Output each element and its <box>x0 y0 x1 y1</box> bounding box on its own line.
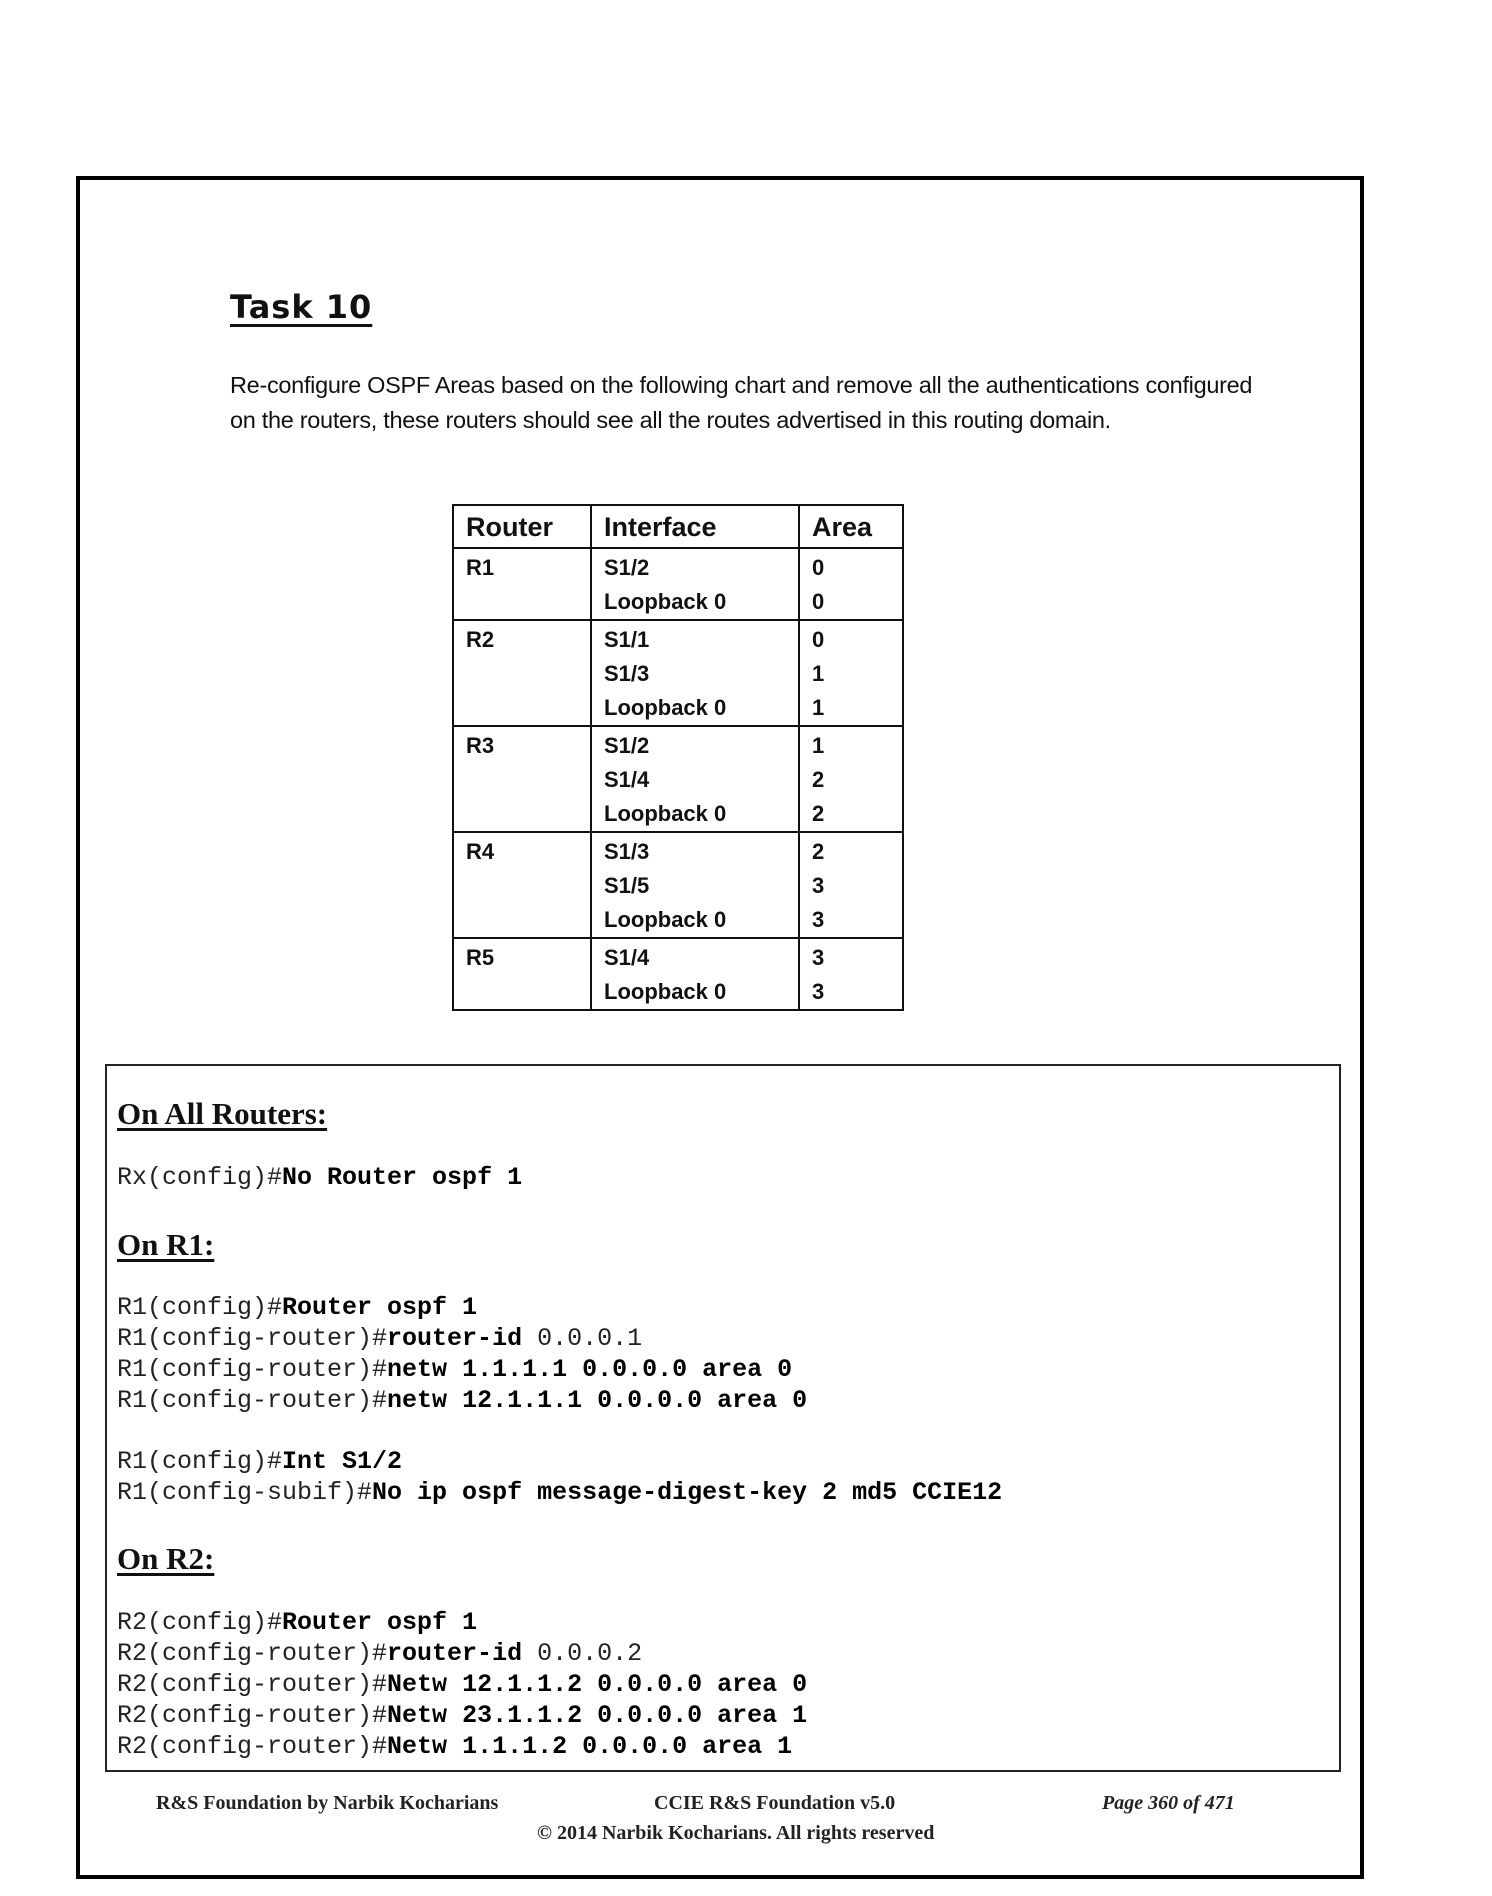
section-heading-r2: On R2: <box>117 1541 215 1576</box>
cli-argument: 12.1.1.2 0.0.0.0 area 0 <box>447 1670 808 1699</box>
area-cell: 3 <box>812 979 825 1004</box>
table-row-r2 <box>453 620 903 726</box>
task-title: Task 10 <box>230 288 373 326</box>
section-heading-r1: On R1: <box>117 1227 215 1262</box>
footer-author: R&S Foundation by Narbik Kocharians <box>156 1792 499 1814</box>
column-header-interface: Interface <box>591 505 799 548</box>
cli-command: Netw <box>387 1732 448 1761</box>
cli-command: Int S1/2 <box>282 1447 403 1476</box>
table-header-row <box>453 505 903 548</box>
cli-prompt: R2(config)# <box>117 1608 283 1637</box>
cli-command: Netw <box>387 1670 448 1699</box>
code-line <box>117 1447 402 1476</box>
code-line <box>117 1293 477 1322</box>
cli-prompt: R1(config-subif)# <box>117 1478 373 1507</box>
page-number: Page 360 of 471 <box>1102 1792 1235 1814</box>
task-description: Re-configure OSPF Areas based on the following chart and remove all the authentications configured on the routers, these routers should see all the routes advertised in this routing domain. <box>230 372 1253 433</box>
router-cell: R1 <box>466 555 495 580</box>
cli-command: Router ospf 1 <box>282 1608 478 1637</box>
cli-argument: 1.1.1.1 0.0.0.0 area 0 <box>447 1355 793 1384</box>
cli-prompt: R2(config-router)# <box>117 1732 388 1761</box>
area-cell: 2 <box>812 767 825 792</box>
ospf-area-table <box>452 504 904 1011</box>
cli-command: No ip ospf message-digest-key 2 md5 CCIE12 <box>372 1478 1003 1507</box>
cli-argument: 23.1.1.2 0.0.0.0 area 1 <box>447 1701 808 1730</box>
area-cell: 1 <box>812 733 825 758</box>
area-cell: 3 <box>812 945 825 970</box>
code-line <box>117 1670 807 1699</box>
cli-command: netw <box>387 1386 448 1415</box>
router-cell: R2 <box>466 627 495 652</box>
cli-prompt: R1(config-router)# <box>117 1355 388 1384</box>
cli-command: router-id <box>387 1639 523 1668</box>
cli-command: netw <box>387 1355 448 1384</box>
column-header-router: Router <box>453 505 591 548</box>
code-line <box>117 1732 792 1761</box>
interface-cell: Loopback 0 <box>604 979 727 1004</box>
code-line <box>117 1701 807 1730</box>
area-cell: 0 <box>812 555 825 580</box>
cli-prompt: R2(config-router)# <box>117 1701 388 1730</box>
column-header-area: Area <box>799 505 903 548</box>
area-cell: 0 <box>812 589 825 614</box>
area-cell: 1 <box>812 695 825 720</box>
section-heading-all-routers: On All Routers: <box>117 1096 328 1131</box>
cli-command: Netw <box>387 1701 448 1730</box>
router-cell: R4 <box>466 839 495 864</box>
cli-argument: 12.1.1.1 0.0.0.0 area 0 <box>447 1386 808 1415</box>
table-row-r3 <box>453 726 903 832</box>
cli-command: Router ospf 1 <box>282 1293 478 1322</box>
interface-cell: S1/5 <box>604 873 650 898</box>
code-line <box>117 1386 807 1415</box>
area-cell: 2 <box>812 839 825 864</box>
interface-cell: S1/1 <box>604 627 650 652</box>
interface-cell: S1/4 <box>604 767 650 792</box>
cli-prompt: R1(config)# <box>117 1447 283 1476</box>
area-cell: 1 <box>812 661 825 686</box>
footer-book-title: CCIE R&S Foundation v5.0 <box>654 1792 896 1814</box>
area-cell: 3 <box>812 907 825 932</box>
table-row-r4 <box>453 832 903 938</box>
router-cell: R5 <box>466 945 495 970</box>
table-row-r1 <box>453 548 903 620</box>
interface-cell: S1/3 <box>604 661 650 686</box>
cli-argument: 0.0.0.1 <box>522 1324 643 1353</box>
cli-prompt: R1(config)# <box>117 1293 283 1322</box>
interface-cell: Loopback 0 <box>604 695 727 720</box>
code-line <box>117 1608 477 1637</box>
area-cell: 3 <box>812 873 825 898</box>
cli-command: router-id <box>387 1324 523 1353</box>
code-line <box>117 1163 522 1192</box>
cli-argument: 0.0.0.2 <box>522 1639 643 1668</box>
interface-cell: S1/2 <box>604 733 650 758</box>
cli-prompt: R1(config-router)# <box>117 1324 388 1353</box>
cli-command: No Router ospf 1 <box>282 1163 523 1192</box>
cli-prompt: R1(config-router)# <box>117 1386 388 1415</box>
code-line <box>117 1324 642 1353</box>
interface-cell: S1/2 <box>604 555 650 580</box>
cli-prompt: R2(config-router)# <box>117 1639 388 1668</box>
code-line <box>117 1639 642 1668</box>
area-cell: 2 <box>812 801 825 826</box>
table-row-r5 <box>453 938 903 1010</box>
interface-cell: Loopback 0 <box>604 589 727 614</box>
interface-cell: Loopback 0 <box>604 801 727 826</box>
code-line <box>117 1478 1002 1507</box>
router-cell: R3 <box>466 733 495 758</box>
cli-prompt: R2(config-router)# <box>117 1670 388 1699</box>
cli-argument: 1.1.1.2 0.0.0.0 area 1 <box>447 1732 793 1761</box>
interface-cell: Loopback 0 <box>604 907 727 932</box>
footer-copyright: © 2014 Narbik Kocharians. All rights reserved <box>537 1822 935 1844</box>
area-cell: 0 <box>812 627 825 652</box>
interface-cell: S1/4 <box>604 945 650 970</box>
interface-cell: S1/3 <box>604 839 650 864</box>
cli-prompt: Rx(config)# <box>117 1163 283 1192</box>
code-line <box>117 1355 792 1384</box>
